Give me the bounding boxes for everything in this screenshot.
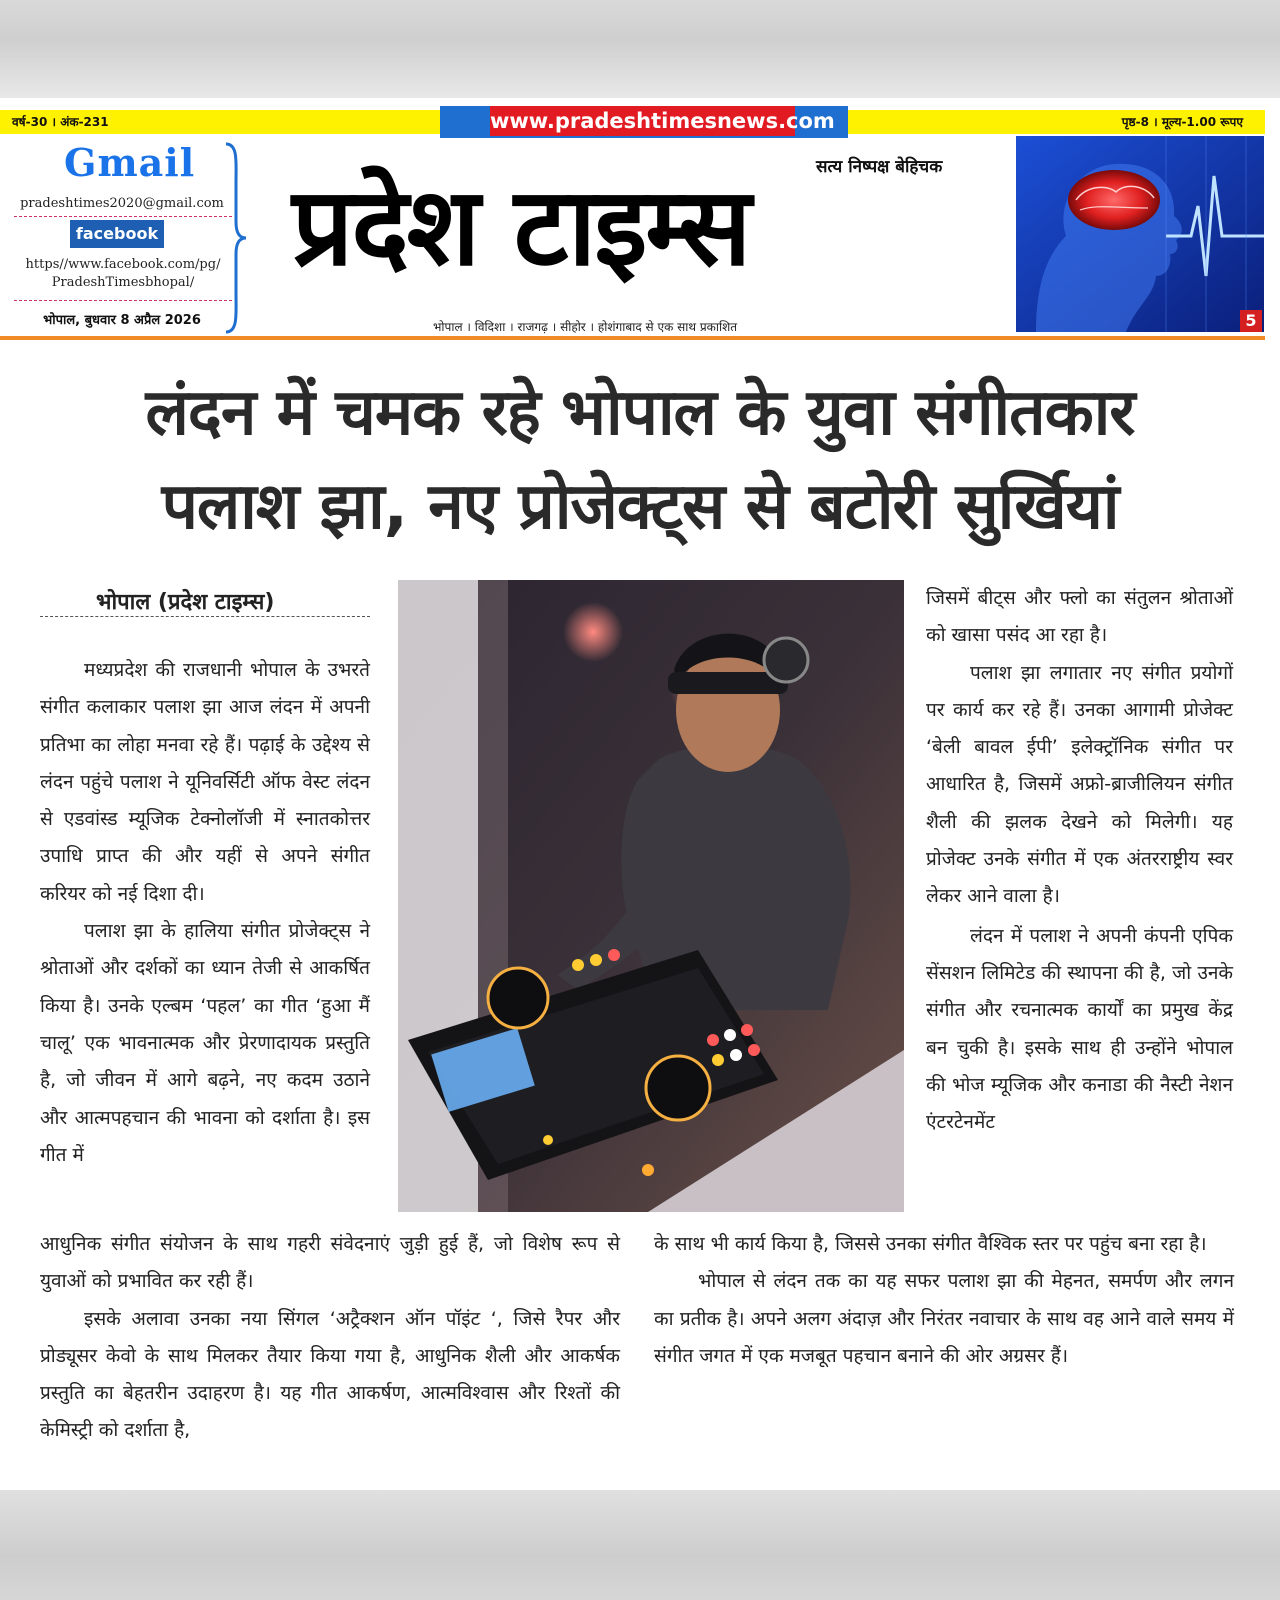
paragraph: के साथ भी कार्य किया है, जिससे उनका संगीत वैश्विक स्तर पर पहुंच बना रहा है। — [654, 1233, 1207, 1255]
facebook-url-line1: https//www.facebook.com/pg/ — [25, 257, 221, 272]
gmail-logo-text: Gmail — [64, 140, 196, 185]
paragraph: इसके अलावा उनका नया सिंगल ‘अट्रैक्शन ऑन पॉइंट ‘, जिसे रैपर और प्रोड्यूसर केवो के साथ मिलकर तैयार किया गया है, आधुनिक शैली और आकर्षक प्रस्तुति का बेहतरीन उदाहरण है। यह गीत आकर्षण, आत्मविश्वास और रिश्तों की केमिस्ट्री को दर्शाता है, — [40, 1307, 620, 1442]
editions-line: भोपाल । विदिशा । राजगढ़ । सीहोर । होशंगाबाद से एक साथ प्रकाशित — [433, 320, 738, 334]
column-1 — [40, 652, 370, 1174]
newspaper-page — [0, 98, 1280, 1490]
brain-image — [1016, 136, 1264, 332]
email-address[interactable]: pradeshtimes2020@gmail.com — [20, 196, 224, 211]
bottom-left-column — [40, 1226, 620, 1450]
website-url[interactable]: www.pradeshtimesnews.com — [490, 106, 795, 136]
page-price: पृष्ठ-8 । मूल्य-1.00 रूपए — [1121, 115, 1243, 129]
facebook-button[interactable]: facebook — [70, 220, 164, 248]
paragraph: भोपाल से लंदन तक का यह सफर पलाश झा की मेहनत, समर्पण और लगन का प्रतीक है। अपने अलग अंदाज़ और निरंतर नवाचार के साथ वह आने वाले समय में संगीत जगत में एक मजबूत पहचान बनाने की ओर अग्रसर हैं। — [654, 1270, 1234, 1367]
blurred-background-top — [0, 0, 1280, 98]
curly-brace-icon — [222, 142, 248, 334]
paragraph: पलाश झा लगातार नए संगीत प्रयोगों पर कार्य कर रहे हैं। उनका आगामी प्रोजेक्ट ‘बेली बावल ईपी’ इलेक्ट्रॉनिक संगीत पर आधारित है, जिसमें अफ्रो-ब्राजीलियन संगीत शैली की झलक देखने को मिलेगी। यह प्रोजेक्ट उनके संगीत में एक अंतरराष्ट्रीय स्वर लेकर आने वाला है। — [926, 661, 1233, 908]
volume-issue: वर्ष-30 । अंक-231 — [12, 115, 109, 129]
website-banner — [440, 106, 848, 138]
masthead-title: प्रदेश टाइम्स — [292, 165, 750, 290]
paragraph: पलाश झा के हालिया संगीत प्रोजेक्ट्स ने श्रोताओं और दर्शकों का ध्यान तेजी से आकर्षित किया है। उनके एल्बम ‘पहल’ का गीत ‘हुआ मैं चालू’ एक भावनात्मक और प्रेरणादायक प्रस्तुति है, जो जीवन में आगे बढ़ने, नए कदम उठाने और आत्मपहचान की भावना को दर्शाता है। इस गीत में — [40, 920, 370, 1166]
facebook-url-line2: PradeshTimesbhopal/ — [51, 275, 195, 290]
headline-line-2: पलाश झा, नए प्रोजेक्ट्स से बटोरी सुर्खियां — [161, 470, 1119, 544]
divider — [14, 300, 232, 301]
headline-line-1: लंदन में चमक रहे भोपाल के युवा संगीतकार — [145, 376, 1135, 450]
column-3 — [926, 580, 1233, 1141]
blurred-background-bottom — [0, 1490, 1280, 1600]
page-number: 5 — [1240, 310, 1262, 332]
bottom-right-column — [654, 1226, 1234, 1375]
gmail-logo — [64, 140, 195, 185]
paragraph: मध्यप्रदेश की राजधानी भोपाल के उभरते संगीत कलाकार पलाश झा आज लंदन में अपनी प्रतिभा का लोहा मनवा रहे हैं। पढ़ाई के उद्देश्य से लंदन पहुंचे पलाश ने यूनिवर्सिटी ऑफ वेस्ट लंदन से एडवांस्ड म्यूजिक टेक्नोलॉजी में स्नातकोत्तर उपाधि प्राप्त की और यहीं से अपने संगीत करियर को नई दिशा दी। — [40, 659, 370, 905]
facebook-url[interactable] — [14, 256, 232, 292]
article-headline — [0, 366, 1280, 554]
publication-date: भोपाल, बुधवार 8 अप्रैल 2026 — [43, 313, 201, 328]
dj-photo — [398, 580, 904, 1212]
paragraph: जिसमें बीट्स और फ्लो का संतुलन श्रोताओं को खासा पसंद आ रहा है। — [926, 587, 1233, 647]
dateline: भोपाल (प्रदेश टाइम्स) — [96, 590, 275, 615]
divider — [14, 216, 232, 217]
dateline-underline — [40, 616, 370, 617]
header-rule — [0, 336, 1265, 340]
paragraph: आधुनिक संगीत संयोजन के साथ गहरी संवेदनाएं जुड़ी हुई हैं, जो विशेष रूप से युवाओं को प्रभावित कर रही हैं। — [40, 1233, 620, 1293]
paragraph: लंदन में पलाश ने अपनी कंपनी एपिक सेंसशन लिमिटेड की स्थापना की है, जो उनके संगीत और रचनात्मक कार्यों का प्रमुख केंद्र बन चुकी है। इसके साथ ही उन्होंने भोपाल की भोज म्यूजिक और कनाडा की नैस्टी नेशन एंटरटेनमेंट — [926, 924, 1233, 1134]
motto: सत्य निष्पक्ष बेहिचक — [816, 157, 943, 177]
